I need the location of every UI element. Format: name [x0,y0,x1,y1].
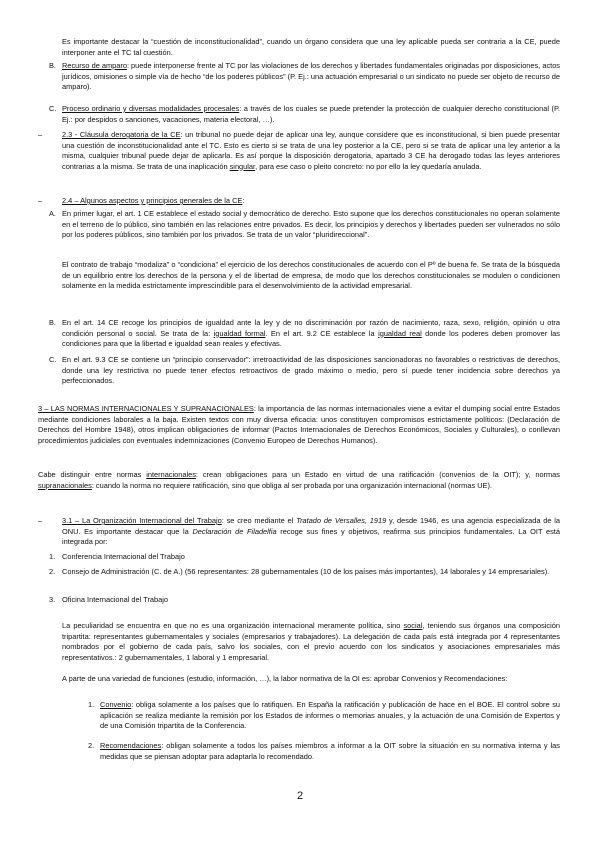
item-2-4-a-paragraph: En primer lugar, el art. 1 CE establece el estado social y democrático de derecho. Esto supone que los derechos constitucionales no operan solamente en el terreno de lo público, sino también en las relaciones entre privados. Es decir, los principios y derechos y libertades pueden ser vulnerados no sólo por los poderes públicos, sino también por los privados. Se trata de un valor “pluridireccional”. [62,209,560,239]
igualdad-formal: igualdad formal [213,328,266,338]
oit-item-3: Oficina Internacional del Trabajo [62,595,168,604]
section-2-4-title: 2.4 – Algunos aspectos y principios generales de la CE [62,196,243,205]
oit-item-1: Conferencia Internacional del Trabajo [62,552,185,561]
item-2-4-b-marker: B. [49,318,56,327]
item-2-4-c-paragraph: En el art. 9.3 CE se contiene un “principio conservador”: irretroactividad de las disposiciones sancionadoras no favorables o restrictivas de derechos, donde una ley restrictiva no puede tener efectos retroactivos de grado máximo o medio, pero sí puede tener incidencia sobre derechos ya perfeccionados. [62,355,560,385]
oit-item-3-marker: 3. [49,595,56,604]
section-2-3-marker: – [38,130,43,139]
section-3-1-paragraph: 3.1 – La Organización Internacional del Trabajo: se creo mediante el Tratado de Versalles, 1919 y, desde 1946, es una agencia especializada de la ONU. Es importante destacar que la Declaración de Filadelfia recoge sus fines y objetivos, reafirma sus principios fundamentales. La OIT está integrada por: [62,516,560,546]
section-2-4-heading: 2.4 – Algunos aspectos y principios generales de la CE: [62,196,245,205]
convenio-title: Convenio [100,700,132,709]
item-c-marker: C. [49,104,57,113]
section-2-4-marker: – [38,196,43,205]
intro-paragraph: Es importante destacar la “cuestión de inconstitucionalidad”, cuando un órgano considera que una ley aplicable pueda ser contraria a la CE, puede interponer ante el TC tal cuestión. [62,37,560,57]
item-c-paragraph: Proceso ordinario y diversas modalidades procesales: a través de los cuales se puede pretender la protección de cualquier derecho constitucional (P. Ej.: por despidos o sanciones, vacaciones, materia electoral, …). [62,104,560,124]
item-2-4-a-paragraph-2: El contrato de trabajo “modaliza” o “condiciona” el ejercicio de los derechos constitucionales de acuerdo con el Pº de buena fe. Se trata de la búsqueda de un equilibrio entre los derechos de la persona y el de libertad de empresa, de modo que los derechos constitucionales se modulen o condicionen solamente en la medida estrictamente imprescindible para el desenvolvimiento de la actividad empresarial. [62,260,560,290]
item-c-title: Proceso ordinario y diversas modalidades procesales [62,104,240,113]
peculiaridad-paragraph: La peculiaridad se encuentra en que no es una organización internacional meramente política, sino social, teniendo sus órganos una composición tripartita: representantes gubernamentales y sociales (empresarios y trabajadores). La delegación de cada país está integrada por 4 representantes nombrados por el gobierno de cada país, salvo los sociales, con el previo acuerdo con los sindicatos y asociaciones empresariales más representativos.: 2 gubernamentales, 1 laboral y 1 empresarial. [62,621,560,662]
tratado-versalles: Tratado de Versalles, 1919 [296,516,387,525]
item-2-4-c-marker: C. [49,355,57,364]
item-2-4-b-paragraph: En el art. 14 CE recoge los principios de igualdad ante la ley y de no discriminación por razón de nacimiento, raza, sexo, religión, opinión u otra condición personal o social. Se trata de la: igualdad formal. En el art. 9.2 CE establece la igualdad real donde los poderes deben promover las condiciones para que la libertad e igualdad sean reales y efectivas. [62,318,560,348]
supranacionales-term: supranacionales [38,480,92,490]
item-b-paragraph: Recurso de amparo: puede interponerse frente al TC por las violaciones de los derechos y libertades fundamentales originadas por disposiciones, actos jurídicos, omisiones o simple vía de hecho “de los poderes públicos” (P. Ej.: una actuación empresarial o un sindicato no puede ser objeto de recurso de amparo). [62,61,560,91]
page-number: 2 [296,790,304,802]
convenio-marker: 1. [88,700,95,709]
labor-normativa-paragraph: A parte de una variedad de funciones (estudio, información, …), la labor normativa de la OI es: aprobar Convenios y Recomendaciones: [62,674,508,683]
igualdad-real: igualdad real [378,328,422,338]
section-2-3-title: 2.3 - Cláusula derogatoria de la CE [62,130,181,139]
oit-item-2: Consejo de Administración (C. de A.) (56 representantes: 28 gubernamentales (10 de los países más importantes), 14 laborales y 14 empresariales). [62,567,550,576]
section-3-1-marker: – [38,516,43,525]
oit-item-1-marker: 1. [49,552,56,561]
section-3-1-title: 3.1 – La Organización Internacional del Trabajo [62,516,222,525]
section-3-title: 3 – LAS NORMAS INTERNACIONALES Y SUPRANACIONALES [38,404,254,413]
section-3-distinction-paragraph: Cabe distinguir entre normas internacionales: crean obligaciones para un Estado en virtud de una ratificación (convenios de la OIT); y, normas supranacionales: cuando la norma no requiere ratificación, sino que obliga al ser probada por una organización internacional (normas UE). [38,470,560,490]
recomendaciones-title: Recomendaciones [100,741,162,750]
declaracion-filadelfia: Declaración de Filadelfia [192,526,277,536]
section-3-paragraph: 3 – LAS NORMAS INTERNACIONALES Y SUPRANACIONALES: la importancia de las normas internacionales viene a evitar el dumping social entre Estados mediante condiciones laborales a la baja. Existen textos con muy diversa eficacia: unos constituyen compromisos estrictamente políticos: (Declaración de Derechos del Hombre 1948), otros implican obligaciones de informar (Pactos Internacionales de Derechos Económicos, Sociales y Culturales), o conllevan procedimientos judiciales con eventuales indemnizaciones (Convenio Europeo de Derechos Humanos). [38,404,561,445]
oit-item-2-marker: 2. [49,567,56,576]
item-2-4-a-marker: A. [49,209,56,218]
internacionales-term: internacionales [146,470,196,479]
recomendaciones-paragraph: Recomendaciones: obligan solamente a todos los países miembros a informar a la OIT sobre la situación en su normativa interna y las medidas que se piensan adoptar para adaptarla lo recomendado. [100,741,560,761]
item-b-title: Recurso de amparo [62,61,127,70]
recomendaciones-marker: 2. [88,741,95,750]
social-word: social [403,621,423,630]
section-2-3-paragraph: 2.3 - Cláusula derogatoria de la CE: un tribunal no puede dejar de aplicar una ley, aunque considere que es inconstitucional, si bien puede presentar una cuestión de inconstitucionalidad ante el TC. Esto es cierto si se trata de una ley posterior a la CE, pero si se trata de aplicar una ley anterior a la misma, cualquier tribunal puede dejar de aplicarla. Es así porque la disposición derogatoria, apartado 3 CE ha derogado todas las leyes anteriores contrarias a la misma. Se trata de una inaplicación singular, para ese caso o pleito concreto: no por ello la ley quedaría anulada. [62,130,560,171]
item-b-marker: B. [49,61,56,70]
convenio-paragraph: Convenio: obliga solamente a los países que lo ratifiquen. En España la ratificación y publicación de hace en el BOE. El control sobre su aplicación se realiza mediante la remisión por los Estados de informes o memorias anuales, y la actuación de una Comisión de Expertos y de una Comisión tripartita de la Conferencia. [100,700,560,730]
singular-word: singular [229,161,256,171]
